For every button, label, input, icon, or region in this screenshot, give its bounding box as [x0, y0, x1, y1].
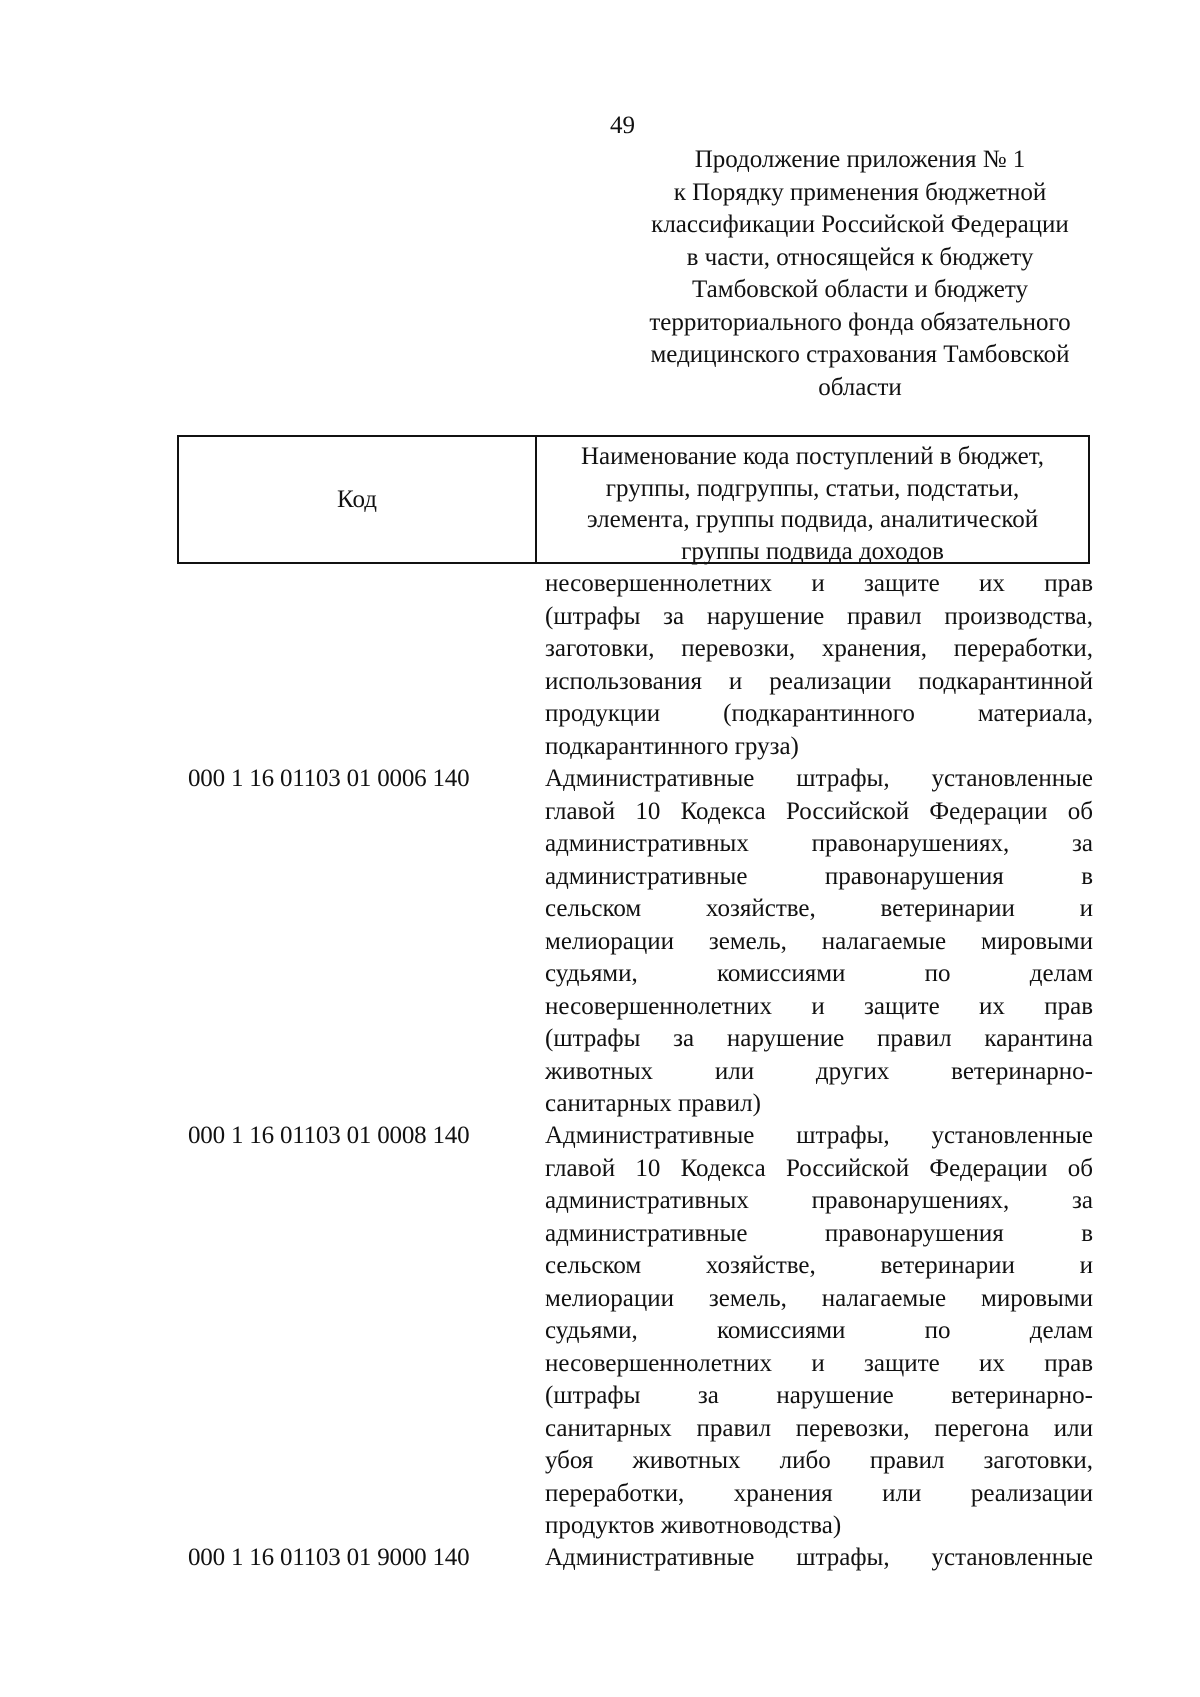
description-line: мелиорации земель, налагаемые мировыми [545, 927, 1093, 955]
appendix-header [610, 144, 1110, 404]
description-line: (штрафы за нарушение правил карантина [545, 1025, 1093, 1052]
description-line: судьями, комиссиями по делам [545, 960, 1093, 987]
description-line: убоя животных либо правил заготовки, [545, 1447, 1093, 1474]
appendix-header-line: медицинского страхования Тамбовской [650, 341, 1070, 368]
appendix-header-line: Тамбовской области и бюджету [692, 276, 1028, 303]
description-line: продукции (подкарантинного материала, [545, 700, 1093, 727]
description-line: главой 10 Кодекса Российской Федерации об [545, 797, 1093, 825]
appendix-header-line: к Порядку применения бюджетной [673, 178, 1047, 206]
description-line: главой 10 Кодекса Российской Федерации об [545, 1154, 1093, 1182]
column-header-code: Код [179, 437, 537, 562]
column-header-name [537, 437, 1088, 565]
appendix-header-line: области [818, 373, 902, 401]
page-number: 49 [610, 112, 635, 139]
description-line: мелиорации земель, налагаемые мировыми [545, 1284, 1093, 1312]
row-description [545, 1120, 1093, 1543]
appendix-header-line: Продолжение приложения № 1 [694, 146, 1026, 173]
appendix-header-line: территориального фонда обязательного [649, 308, 1071, 336]
table-header [177, 435, 1090, 564]
description-line: продуктов животноводства) [545, 1512, 842, 1539]
column-header-name-line: элемента, группы подвида, аналитической [586, 506, 1039, 533]
row-description [545, 568, 1093, 763]
description-line: административных правонарушениях, за [545, 830, 1093, 857]
description-line: использования и реализации подкарантинной [545, 667, 1093, 695]
description-line: административные правонарушения в [545, 1219, 1093, 1247]
row-code: 000 1 16 01103 01 0008 140 [188, 1122, 470, 1149]
description-line: подкарантинного груза) [545, 732, 799, 760]
description-line: сельском хозяйстве, ветеринарии и [545, 895, 1093, 922]
description-line: (штрафы за нарушение ветеринарно- [545, 1382, 1093, 1409]
appendix-header-line: классификации Российской Федерации [651, 211, 1069, 238]
description-line: несовершеннолетних и защите их прав [545, 992, 1093, 1020]
appendix-header-line: в части, относящейся к бюджету [686, 243, 1034, 271]
description-line: несовершеннолетних и защите их прав [545, 570, 1093, 597]
description-line: Административные штрафы, установленные [545, 1122, 1093, 1149]
column-header-name-line: Наименование кода поступлений в бюджет, [581, 443, 1044, 470]
description-line: судьями, комиссиями по делам [545, 1317, 1093, 1344]
column-header-name-line: группы, подгруппы, статьи, подстатьи, [605, 474, 1020, 502]
description-line: сельском хозяйстве, ветеринарии и [545, 1252, 1093, 1279]
description-line: санитарных правил перевозки, перегона или [545, 1414, 1093, 1442]
row-code: 000 1 16 01103 01 0006 140 [188, 765, 470, 792]
description-line: санитарных правил) [545, 1090, 761, 1117]
row-code: 000 1 16 01103 01 9000 140 [188, 1544, 470, 1571]
row-description [545, 1542, 1093, 1575]
column-header-name-line: группы подвида доходов [681, 537, 944, 565]
description-line: Административные штрафы, установленные [545, 765, 1093, 792]
row-description [545, 763, 1093, 1121]
description-line: заготовки, перевозки, хранения, переработки, [545, 635, 1093, 662]
description-line: административные правонарушения в [545, 862, 1093, 890]
description-line: административных правонарушениях, за [545, 1187, 1093, 1214]
description-line: Административные штрафы, установленные [545, 1544, 1093, 1571]
description-line: (штрафы за нарушение правил производства, [545, 602, 1093, 630]
description-line: переработки, хранения или реализации [545, 1479, 1093, 1507]
description-line: животных или других ветеринарно- [545, 1057, 1093, 1085]
description-line: несовершеннолетних и защите их прав [545, 1349, 1093, 1377]
